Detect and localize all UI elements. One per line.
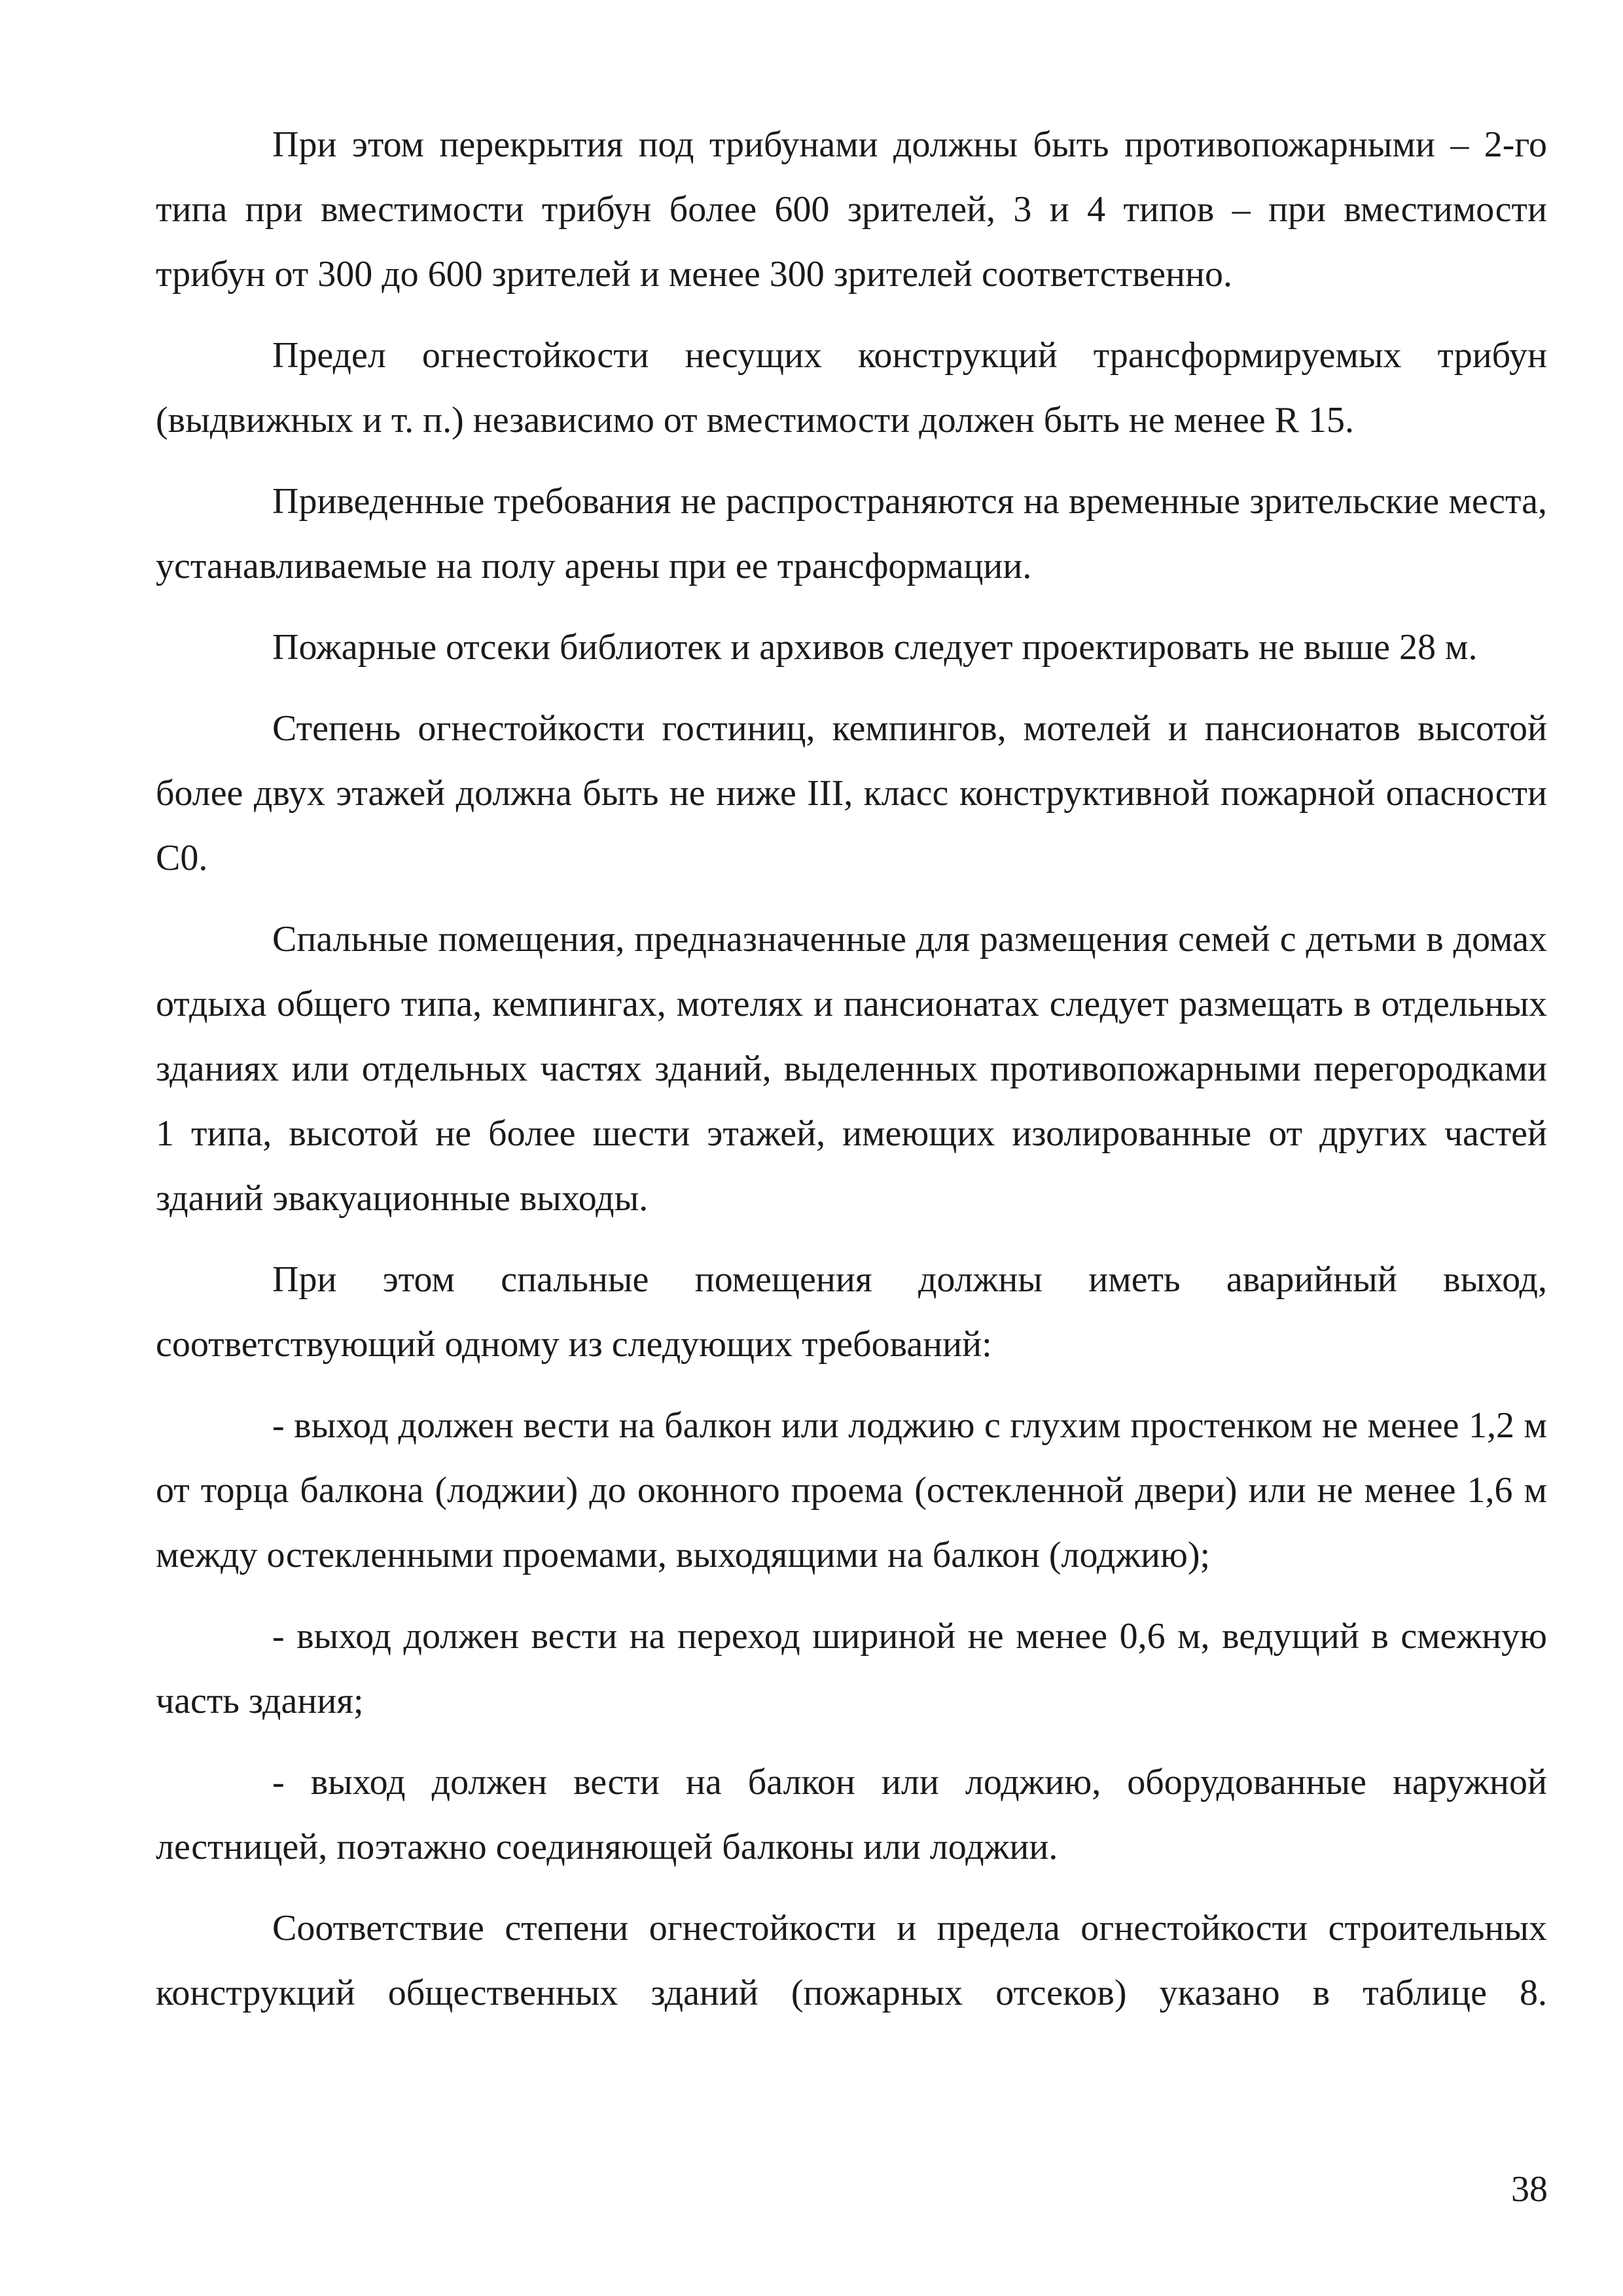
- paragraph: Приведенные требования не распространяются на временные зрительские места, устанавливаемые на полу арены при ее трансформации.: [156, 481, 1547, 586]
- paragraph: Пожарные отсеки библиотек и архивов следует проектировать не выше 28 м.: [272, 627, 1478, 668]
- paragraph: При этом перекрытия под трибунами должны быть противопожарными – 2-го типа при вместимости трибун более 600 зрителей, 3 и 4 типов – при вместимости трибун от 300 до 600 зрителей и менее 300 зрителей соответственно.: [156, 124, 1547, 295]
- paragraph: Соответствие степени огнестойкости и предела огнестойкости строительных конструкций общественных зданий (пожарных отсеков) указано в таблице 8.: [156, 1908, 1547, 2013]
- page-body: [156, 113, 1547, 2042]
- paragraph: Предел огнестойкости несущих конструкций трансформируемых трибун (выдвижных и т. п.) независимо от вместимости должен быть не менее R 15.: [156, 335, 1547, 440]
- list-item: - выход должен вести на балкон или лоджию с глухим простенком не менее 1,2 м от торца балкона (лоджии) до оконного проема (остекленной двери) или не менее 1,6 м между остекленными проемами, выходящими на балкон (лоджию);: [156, 1405, 1547, 1575]
- list-item: - выход должен вести на балкон или лоджию, оборудованные наружной лестницей, поэтажно соединяющей балконы или лоджии.: [156, 1762, 1547, 1867]
- list-item: - выход должен вести на переход шириной не менее 0,6 м, ведущий в смежную часть здания;: [156, 1616, 1547, 1721]
- paragraph: Степень огнестойкости гостиниц, кемпингов, мотелей и пансионатов высотой более двух этажей должна быть не ниже III, класс конструктивной пожарной опасности С0.: [156, 708, 1547, 878]
- page-number: 38: [1511, 2169, 1548, 2210]
- paragraph: При этом спальные помещения должны иметь аварийный выход, соответствующий одному из следующих требований:: [156, 1259, 1547, 1365]
- paragraph: Спальные помещения, предназначенные для размещения семей с детьми в домах отдыха общего типа, кемпингах, мотелях и пансионатах следует размещать в отдельных зданиях или отдельных частях зданий, выделенных противопожарными перегородками 1 типа, высотой не более шести этажей, имеющих изолированные от других частей зданий эвакуационные выходы.: [156, 919, 1547, 1219]
